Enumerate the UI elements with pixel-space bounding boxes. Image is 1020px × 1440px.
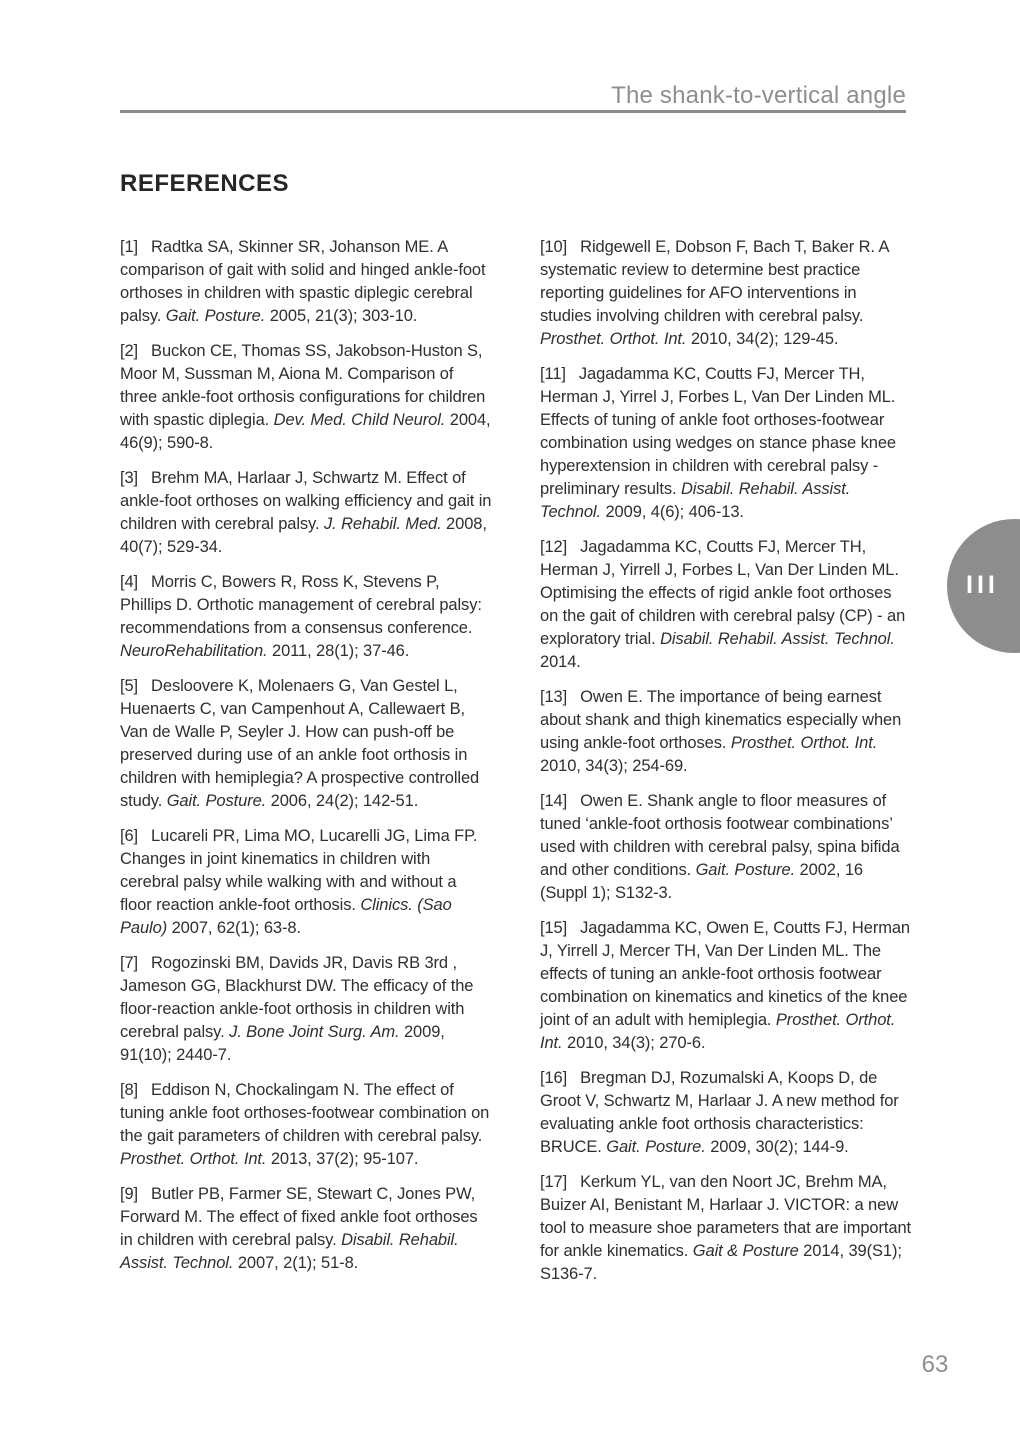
- reference-number: [6]: [120, 827, 139, 845]
- journal-name: Disabil. Rehabil. Assist. Technol.: [540, 480, 851, 521]
- journal-name: J. Rehabil. Med.: [323, 515, 442, 533]
- reference-number: [12]: [540, 538, 568, 556]
- reference-text: Ridgewell E, Dobson F, Bach T, Baker R. A systematic review to determine best practice reporting guidelines for AFO interventions in studies involving children with cerebral palsy.: [540, 238, 889, 325]
- reference-item: [120, 1183, 492, 1275]
- journal-name: Gait. Posture.: [165, 307, 266, 325]
- chapter-tab-label: III: [966, 571, 999, 599]
- reference-text: Jagadamma KC, Coutts FJ, Mercer TH, Herman J, Yirrell J, Forbes L, Van Der Linden ML. Optimising the effects of rigid ankle foot orthoses on the gait of children with cerebral palsy (CP) - an exploratory trial.: [540, 538, 906, 648]
- reference-text: Jagadamma KC, Coutts FJ, Mercer TH, Herman J, Yirrel J, Forbes L, Van Der Linden ML. Effects of tuning of ankle foot orthoses-footwear combination using wedges on stance phase knee hyperextension in children with cerebral palsy - preliminary results.: [540, 365, 896, 498]
- journal-name: Gait. Posture.: [695, 861, 796, 879]
- reference-text: Eddison N, Chockalingam N. The effect of tuning ankle foot orthoses-footwear combination on the gait parameters of children with cerebral palsy.: [120, 1081, 490, 1145]
- reference-item: [540, 363, 912, 524]
- reference-text: 2014, 39(S1); S136-7.: [540, 1242, 902, 1283]
- journal-name: NeuroRehabilitation.: [120, 642, 268, 660]
- journal-name: Prosthet. Orthot. Int.: [540, 330, 687, 348]
- reference-text: Brehm MA, Harlaar J, Schwartz M. Effect of ankle-foot orthoses on walking efficiency and gait in children with cerebral palsy.: [120, 469, 492, 533]
- journal-name: Prosthet. Orthot. Int.: [540, 1011, 896, 1052]
- page-number: 63: [921, 1351, 949, 1378]
- reference-text: Kerkum YL, van den Noort JC, Brehm MA, Buizer AI, Benistant M, Harlaar J. VICTOR: a new tool to measure shoe parameters that are important for ankle kinematics.: [540, 1173, 912, 1260]
- reference-text: 2005, 21(3); 303-10.: [265, 307, 418, 325]
- reference-item: [540, 236, 912, 351]
- reference-item: [540, 1067, 912, 1159]
- journal-name: Gait. Posture.: [166, 792, 267, 810]
- reference-item: [120, 571, 492, 663]
- reference-number: [10]: [540, 238, 568, 256]
- reference-text: 2010, 34(2); 129-45.: [686, 330, 839, 348]
- reference-item: [540, 536, 912, 674]
- reference-number: [8]: [120, 1081, 139, 1099]
- reference-text: Morris C, Bowers R, Ross K, Stevens P, Phillips D. Orthotic management of cerebral palsy: recommendations from a consensus conference.: [120, 573, 482, 637]
- reference-number: [9]: [120, 1185, 139, 1203]
- reference-text: Desloovere K, Molenaers G, Van Gestel L, Huenaerts C, van Campenhout A, Callewaert B, Van de Walle P, Seyler J. How can push-off be preserved during use of an ankle foot orthosis in children with hemiplegia? A prospective controlled study.: [120, 677, 480, 810]
- reference-text: 2006, 24(2); 142-51.: [266, 792, 419, 810]
- reference-text: 2013, 37(2); 95-107.: [266, 1150, 419, 1168]
- reference-item: [120, 825, 492, 940]
- header-rule: [120, 110, 906, 113]
- reference-text: Rogozinski BM, Davids JR, Davis RB 3rd , Jameson GG, Blackhurst DW. The efficacy of the floor-reaction ankle-foot orthosis in children with cerebral palsy.: [120, 954, 474, 1041]
- journal-name: Clinics. (Sao Paulo): [120, 896, 452, 937]
- reference-text: Radtka SA, Skinner SR, Johanson ME. A comparison of gait with solid and hinged ankle-foot orthoses in children with spastic diplegic cerebral palsy.: [120, 238, 486, 325]
- reference-text: 2007, 62(1); 63-8.: [167, 919, 301, 937]
- running-head-title: The shank-to-vertical angle: [611, 82, 906, 109]
- journal-name: Disabil. Rehabil. Assist. Technol.: [660, 630, 895, 648]
- references-left-column: [120, 236, 492, 1298]
- journal-name: Disabil. Rehabil. Assist. Technol.: [120, 1231, 459, 1272]
- references-heading: REFERENCES: [120, 170, 290, 197]
- reference-item: [540, 917, 912, 1055]
- reference-text: 2014.: [540, 653, 581, 671]
- journal-name: Gait & Posture: [692, 1242, 799, 1260]
- reference-item: [120, 675, 492, 813]
- references-right-column: [540, 236, 912, 1298]
- reference-text: 2004, 46(9); 590-8.: [120, 411, 491, 452]
- reference-number: [3]: [120, 469, 139, 487]
- journal-name: Prosthet. Orthot. Int.: [730, 734, 878, 752]
- reference-text: 2009, 30(2); 144-9.: [705, 1138, 849, 1156]
- reference-text: 2007, 2(1); 51-8.: [233, 1254, 359, 1272]
- reference-item: [120, 467, 492, 559]
- reference-text: 2002, 16 (Suppl 1); S132-3.: [540, 861, 863, 902]
- reference-item: [120, 1079, 492, 1171]
- reference-text: 2009, 91(10); 2440-7.: [120, 1023, 445, 1064]
- reference-number: [15]: [540, 919, 568, 937]
- journal-name: J. Bone Joint Surg. Am.: [229, 1023, 400, 1041]
- reference-text: Buckon CE, Thomas SS, Jakobson-Huston S, Moor M, Sussman M, Aiona M. Comparison of three ankle-foot orthosis configurations for children with spastic diplegia.: [120, 342, 486, 429]
- reference-number: [4]: [120, 573, 139, 591]
- reference-number: [13]: [540, 688, 568, 706]
- reference-text: Owen E. The importance of being earnest about shank and thigh kinematics especially when using ankle-foot orthoses.: [540, 688, 902, 752]
- reference-number: [2]: [120, 342, 139, 360]
- journal-name: Gait. Posture.: [606, 1138, 706, 1156]
- reference-number: [7]: [120, 954, 139, 972]
- reference-number: [11]: [540, 365, 566, 383]
- reference-number: [5]: [120, 677, 139, 695]
- reference-text: 2010, 34(3); 270-6.: [562, 1034, 706, 1052]
- reference-text: 2010, 34(3); 254-69.: [540, 757, 688, 775]
- references-columns: [120, 236, 912, 1298]
- reference-number: [1]: [120, 238, 139, 256]
- reference-text: 2011, 28(1); 37-46.: [267, 642, 410, 660]
- reference-text: Bregman DJ, Rozumalski A, Koops D, de Groot V, Schwartz M, Harlaar J. A new method for evaluating ankle foot orthosis characteristics: BRUCE.: [540, 1069, 899, 1156]
- reference-item: [540, 686, 912, 778]
- reference-item: [120, 952, 492, 1067]
- reference-text: Butler PB, Farmer SE, Stewart C, Jones PW, Forward M. The effect of fixed ankle foot orthoses in children with cerebral palsy.: [120, 1185, 478, 1249]
- reference-text: Owen E. Shank angle to floor measures of tuned ‘ankle-foot orthosis footwear combinations’ used with children with cerebral palsy, spina bifida and other conditions.: [540, 792, 900, 879]
- journal-name: Dev. Med. Child Neurol.: [273, 411, 446, 429]
- reference-number: [17]: [540, 1173, 568, 1191]
- reference-item: [540, 790, 912, 905]
- reference-text: 2009, 4(6); 406-13.: [600, 503, 744, 521]
- reference-number: [16]: [540, 1069, 568, 1087]
- reference-item: [120, 340, 492, 455]
- reference-item: [120, 236, 492, 328]
- reference-text: Jagadamma KC, Owen E, Coutts FJ, Herman J, Yirrell J, Mercer TH, Van Der Linden ML. The effects of tuning an ankle-foot orthosis footwear combination on kinematics and kinetics of the knee joint of an adult with hemiplegia.: [540, 919, 911, 1029]
- journal-name: Prosthet. Orthot. Int.: [120, 1150, 267, 1168]
- reference-text: Lucareli PR, Lima MO, Lucarelli JG, Lima FP. Changes in joint kinematics in children with cerebral palsy while walking with and without a floor reaction ankle-foot orthosis.: [120, 827, 478, 914]
- reference-number: [14]: [540, 792, 568, 810]
- reference-item: [540, 1171, 912, 1286]
- reference-text: 2008, 40(7); 529-34.: [120, 515, 487, 556]
